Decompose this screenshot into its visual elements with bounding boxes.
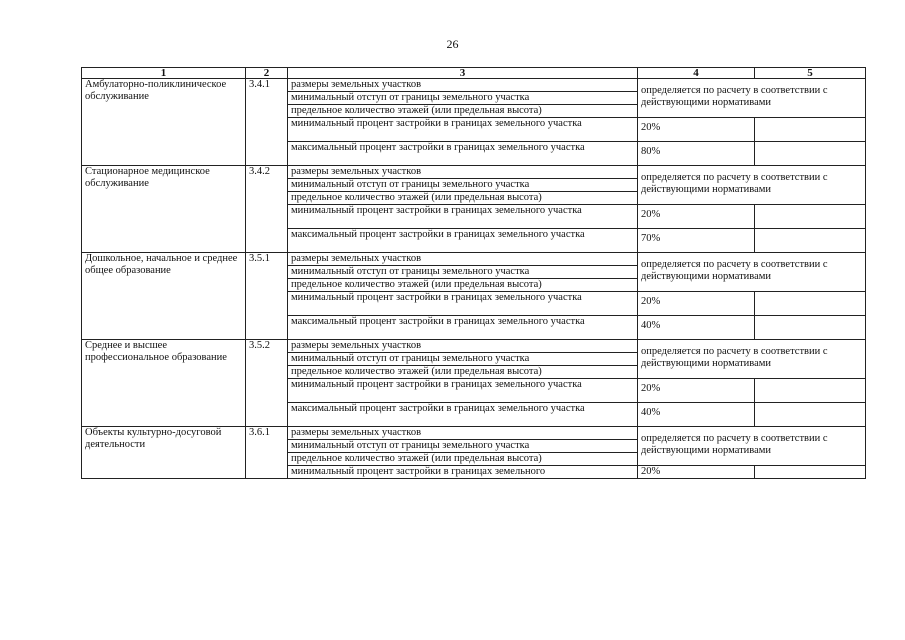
norm-text: определяется по расчету в соответствии с действующими нормативами — [638, 79, 866, 118]
table-row — [82, 340, 866, 353]
header-col-1: 1 — [82, 68, 246, 79]
header-col-2: 2 — [246, 68, 288, 79]
use-type-name: Объекты культурно-досуговой деятельности — [82, 427, 246, 479]
table-row — [82, 166, 866, 179]
use-type-code: 3.6.1 — [246, 427, 288, 479]
use-type-name: Среднее и высшее профессиональное образование — [82, 340, 246, 427]
use-type-code: 3.4.1 — [246, 79, 288, 166]
min-percent-value: 20% — [638, 292, 755, 316]
col5-cell — [755, 205, 866, 229]
col5-cell — [755, 466, 866, 479]
col5-cell — [755, 118, 866, 142]
header-col-3: 3 — [288, 68, 638, 79]
parameter-label: максимальный процент застройки в границах земельного участка — [288, 403, 638, 427]
min-percent-value: 20% — [638, 205, 755, 229]
table-group — [82, 79, 866, 166]
norm-text: определяется по расчету в соответствии с действующими нормативами — [638, 340, 866, 379]
use-type-name: Амбулаторно-поликлиническое обслуживание — [82, 79, 246, 166]
table-row — [82, 253, 866, 266]
use-type-name: Дошкольное, начальное и среднее общее образование — [82, 253, 246, 340]
table-row — [82, 427, 866, 440]
parameter-label: размеры земельных участков — [288, 166, 638, 179]
max-percent-value: 80% — [638, 142, 755, 166]
parameter-label: предельное количество этажей (или предельная высота) — [288, 366, 638, 379]
min-percent-value: 20% — [638, 379, 755, 403]
max-percent-value: 40% — [638, 403, 755, 427]
parameter-label: предельное количество этажей (или предельная высота) — [288, 453, 638, 466]
header-col-5: 5 — [755, 68, 866, 79]
use-type-code: 3.5.1 — [246, 253, 288, 340]
parameter-label: размеры земельных участков — [288, 427, 638, 440]
table-group — [82, 340, 866, 427]
header-col-4: 4 — [638, 68, 755, 79]
table-group — [82, 427, 866, 479]
col5-cell — [755, 403, 866, 427]
col5-cell — [755, 292, 866, 316]
use-type-name: Стационарное медицинское обслуживание — [82, 166, 246, 253]
parameter-label: максимальный процент застройки в границах земельного участка — [288, 142, 638, 166]
parameter-label: предельное количество этажей (или предельная высота) — [288, 279, 638, 292]
use-type-code: 3.4.2 — [246, 166, 288, 253]
min-percent-value: 20% — [638, 466, 755, 479]
parameter-label: минимальный отступ от границы земельного участка — [288, 92, 638, 105]
col5-cell — [755, 379, 866, 403]
parameter-label: минимальный отступ от границы земельного участка — [288, 179, 638, 192]
norm-text: определяется по расчету в соответствии с действующими нормативами — [638, 166, 866, 205]
parameter-label: размеры земельных участков — [288, 253, 638, 266]
parameter-label: максимальный процент застройки в границах земельного участка — [288, 229, 638, 253]
norm-text: определяется по расчету в соответствии с действующими нормативами — [638, 427, 866, 466]
table-header-row — [82, 68, 866, 79]
land-use-regulations-table — [81, 67, 866, 479]
min-percent-value: 20% — [638, 118, 755, 142]
parameter-label: минимальный процент застройки в границах земельного участка — [288, 292, 638, 316]
parameter-label: предельное количество этажей (или предельная высота) — [288, 192, 638, 205]
col5-cell — [755, 316, 866, 340]
parameter-label: минимальный процент застройки в границах земельного — [288, 466, 638, 479]
table-group — [82, 166, 866, 253]
parameter-label: минимальный отступ от границы земельного участка — [288, 266, 638, 279]
parameter-label: минимальный процент застройки в границах земельного участка — [288, 379, 638, 403]
parameter-label: минимальный процент застройки в границах земельного участка — [288, 118, 638, 142]
parameter-label: размеры земельных участков — [288, 79, 638, 92]
parameter-label: предельное количество этажей (или предельная высота) — [288, 105, 638, 118]
norm-text: определяется по расчету в соответствии с действующими нормативами — [638, 253, 866, 292]
parameter-label: минимальный отступ от границы земельного участка — [288, 353, 638, 366]
table-row — [82, 79, 866, 92]
col5-cell — [755, 142, 866, 166]
use-type-code: 3.5.2 — [246, 340, 288, 427]
parameter-label: максимальный процент застройки в границах земельного участка — [288, 316, 638, 340]
parameter-label: размеры земельных участков — [288, 340, 638, 353]
page-number: 26 — [446, 37, 459, 51]
max-percent-value: 70% — [638, 229, 755, 253]
max-percent-value: 40% — [638, 316, 755, 340]
table-group — [82, 253, 866, 340]
parameter-label: минимальный отступ от границы земельного участка — [288, 440, 638, 453]
col5-cell — [755, 229, 866, 253]
parameter-label: минимальный процент застройки в границах земельного участка — [288, 205, 638, 229]
